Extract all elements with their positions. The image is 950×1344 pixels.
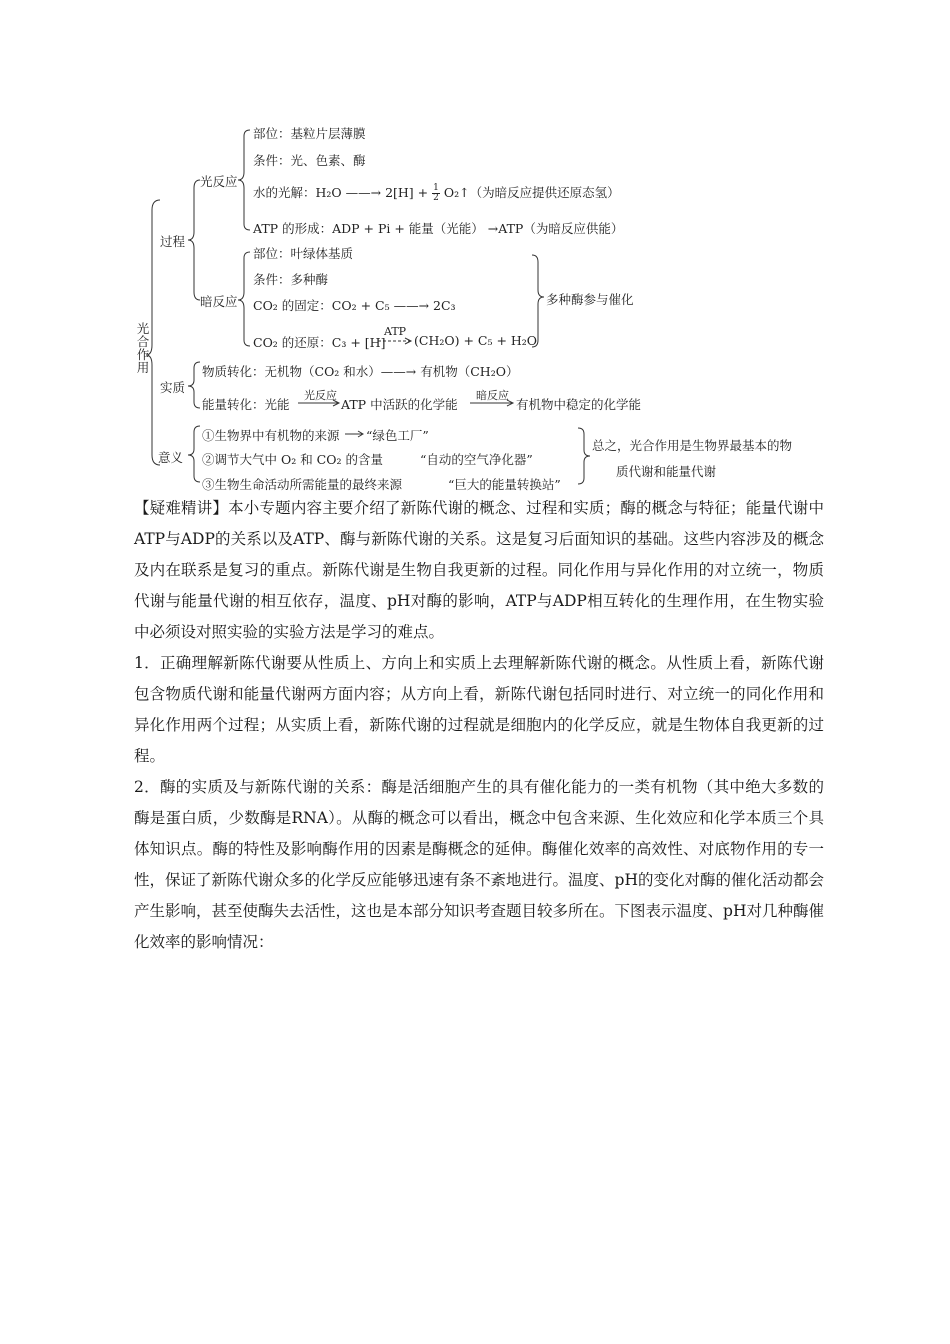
water-photolysis-suffix: O₂↑（为暗反应提供还原态氢） <box>443 185 620 200</box>
title-char: 用 <box>136 360 150 375</box>
significance-label: 意义 <box>158 450 184 465</box>
co2-fixation: CO₂ 的固定：CO₂ + C₅ ——→ 2C₃ <box>253 298 456 313</box>
diagram-lines <box>0 0 950 500</box>
process-label: 过程 <box>160 234 186 249</box>
atp-arrow-label: ATP <box>384 325 407 338</box>
energy-arrow1-label: 光反应 <box>304 389 337 402</box>
significance-brace <box>188 426 200 482</box>
energy-arrow2-label: 暗反应 <box>476 389 509 402</box>
co2-reduction-right: (CH₂O) + C₅ + H₂O <box>414 333 538 348</box>
frac-den: 2 <box>433 193 439 203</box>
dark-reaction-label: 暗反应 <box>200 294 238 309</box>
light-condition: 条件：光、色素、酶 <box>253 153 366 168</box>
significance-item2-tag: “自动的空气净化器” <box>420 452 533 467</box>
energy-conversion-left: 能量转化：光能 <box>202 397 290 412</box>
light-site: 部位：基粒片层薄膜 <box>253 126 366 141</box>
dark-condition: 条件：多种酶 <box>253 272 329 287</box>
water-photolysis-prefix: 水的光解：H₂O ——→ 2[H] + <box>253 185 429 200</box>
atp-formation: ATP 的形成：ADP + Pi + 能量（光能） →ATP（为暗反应供能） <box>253 221 624 236</box>
paragraph-point1: 1．正确理解新陈代谢要从性质上、方向上和实质上去理解新陈代谢的概念。从性质上看，新陈代谢包含物质代谢和能量代谢两方面内容；从方向上看，新陈代谢包括同时进行、对立统一的同化作用和异化作用两个过程；从实质上看，新陈代谢的过程就是细胞内的化学反应，就是生物体自我更新的过程。 <box>134 654 824 765</box>
photosynthesis-title <box>136 322 150 374</box>
significance-item1: ①生物界中有机物的来源 <box>202 428 340 443</box>
significance-item3: ③生物生命活动所需能量的最终来源 <box>202 477 403 492</box>
half-fraction <box>432 184 440 203</box>
frac-num: 1 <box>433 183 439 193</box>
material-conversion: 物质转化：无机物（CO₂ 和水）——→ 有机物（CH₂O） <box>202 364 519 379</box>
essence-label: 实质 <box>160 380 186 395</box>
title-char: 光 <box>136 321 150 336</box>
significance-right-brace <box>578 428 590 484</box>
water-photolysis <box>253 183 620 203</box>
light-reaction-label: 光反应 <box>200 174 238 189</box>
significance-item3-tag: “巨大的能量转换站” <box>448 477 561 492</box>
significance-summary-2: 质代谢和能量代谢 <box>616 464 717 479</box>
dark-brace <box>238 252 250 346</box>
essence-brace <box>188 362 200 408</box>
enzyme-note: 多种酶参与催化 <box>546 292 634 307</box>
co2-reduction-left: CO₂ 的还原：C₃ + [H] <box>253 335 386 350</box>
paragraph-point2: 2．酶的实质及与新陈代谢的关系：酶是活细胞产生的具有催化能力的一类有机物（其中绝大多数的酶是蛋白质，少数酶是RNA）。从酶的概念可以看出，概念中包含来源、生化效应和化学本质三个具体知识点。酶的特性及影响酶作用的因素是酶概念的延伸。酶催化效率的高效性、对底物作用的专一性，保证了新陈代谢众多的化学反应能够迅速有条不紊地进行。温度、pH的变化对酶的催化活动都会产生影响，甚至使酶失去活性，这也是本部分知识考查题目较多所在。下图表示温度、pH对几种酶催化效率的影响情况： <box>134 778 824 951</box>
significance-item2: ②调节大气中 O₂ 和 CO₂ 的含量 <box>202 452 383 467</box>
process-brace <box>188 180 200 300</box>
dark-site: 部位：叶绿体基质 <box>253 246 354 261</box>
title-char: 合 <box>136 334 150 349</box>
significance-item1-tag: “绿色工厂” <box>366 428 429 443</box>
paragraph-intro: 【疑难精讲】本小专题内容主要介绍了新陈代谢的概念、过程和实质；酶的概念与特征；能量代谢中ATP与ADP的关系以及ATP、酶与新陈代谢的关系。这是复习后面知识的基础。这些内容涉及的概念及内在联系是复习的重点。新陈代谢是生物自我更新的过程。同化作用与异化作用的对立统一，物质代谢与能量代谢的相互依存，温度、pH对酶的影响，ATP与ADP相互转化的生理作用，在生物实验中必须设对照实验的实验方法是学习的难点。 <box>134 499 824 641</box>
body-text <box>134 493 824 958</box>
light-brace <box>238 130 250 230</box>
title-char: 作 <box>136 347 150 362</box>
significance-summary-1: 总之，光合作用是生物界最基本的物 <box>592 438 793 453</box>
energy-conversion-right: 有机物中稳定的化学能 <box>516 397 642 412</box>
energy-conversion-mid: ATP 中活跃的化学能 <box>341 397 458 412</box>
